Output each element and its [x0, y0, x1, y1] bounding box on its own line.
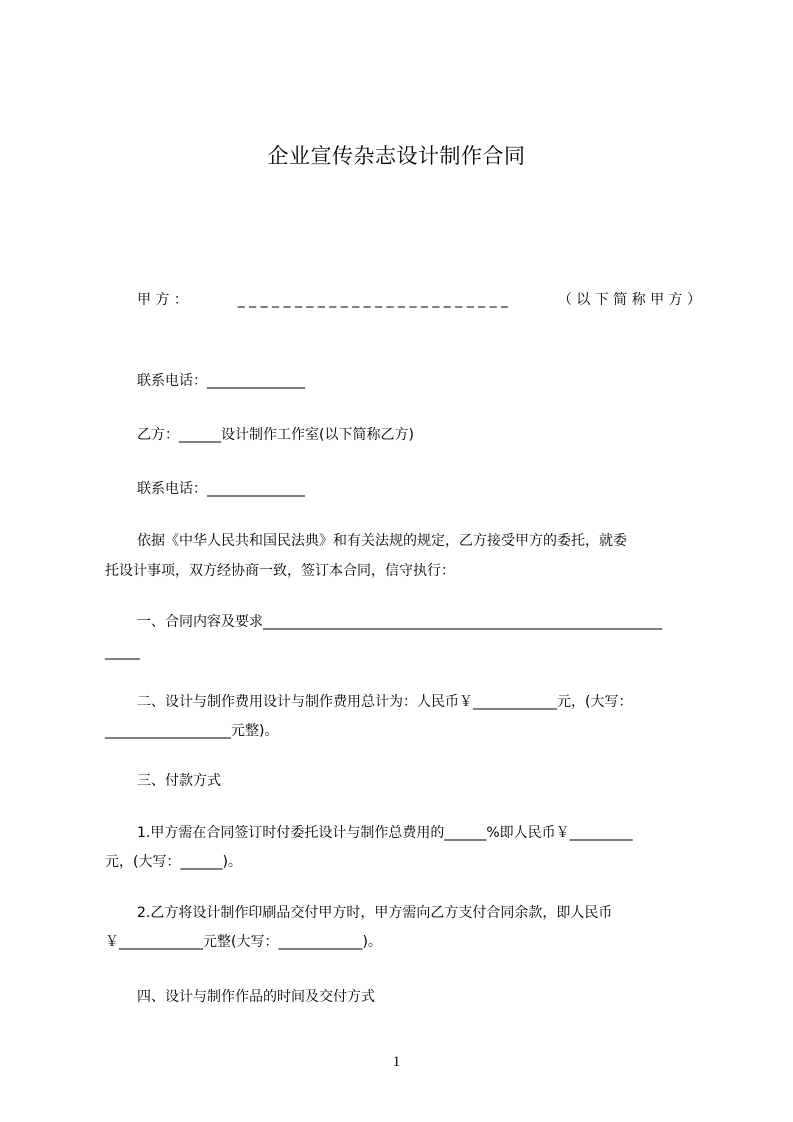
party-a-phone: 联系电话：______________: [137, 373, 305, 389]
party-a-line: [105, 285, 701, 315]
section-1-line-1: 一、合同内容及要求_________________________________________________________: [137, 614, 662, 630]
payment-2-line-1: 2.乙方将设计制作印刷品交付甲方时，甲方需向乙方支付合同余款，即人民币: [137, 905, 613, 921]
party-b-line: 乙方：______设计制作工作室(以下简称乙方): [137, 427, 414, 443]
section-2-line-2: __________________元整)。: [105, 723, 279, 739]
section-3-title: 三、付款方式: [137, 773, 221, 789]
section-1-line-2: _____: [105, 644, 140, 660]
party-b-phone: 联系电话：______________: [137, 481, 305, 497]
party-a-blank: _ _ _ _ _ _ _ _ _ _ _ _ _ _ _ _ _ _ _ _ _ _ _ _: [237, 292, 509, 308]
payment-1-line-2: 元，(大写：______)。: [105, 854, 242, 870]
party-a-suffix: （ 以 下 简 称 甲 方 ）: [557, 292, 701, 308]
section-4-title: 四、设计与制作作品的时间及交付方式: [137, 989, 375, 1005]
party-a-label: 甲 方 ：: [137, 292, 188, 308]
page-number: 1: [392, 1054, 401, 1070]
section-2-line-1: 二、设计与制作费用设计与制作费用总计为：人民币￥____________元，(大写：: [137, 694, 633, 710]
payment-1-line-1: 1.甲方需在合同签订时付委托设计与制作总费用的______%即人民币￥_________: [137, 825, 633, 841]
payment-2-line-2: ￥____________元整(大写：____________)。: [105, 934, 382, 950]
document-title: 企业宣传杂志设计制作合同: [267, 144, 526, 168]
intro-line-2: 托设计事项，双方经协商一致，签订本合同，信守执行：: [105, 563, 455, 579]
intro-line-1: 依据《中华人民共和国民法典》和有关法规的规定，乙方接受甲方的委托，就委: [137, 533, 627, 549]
